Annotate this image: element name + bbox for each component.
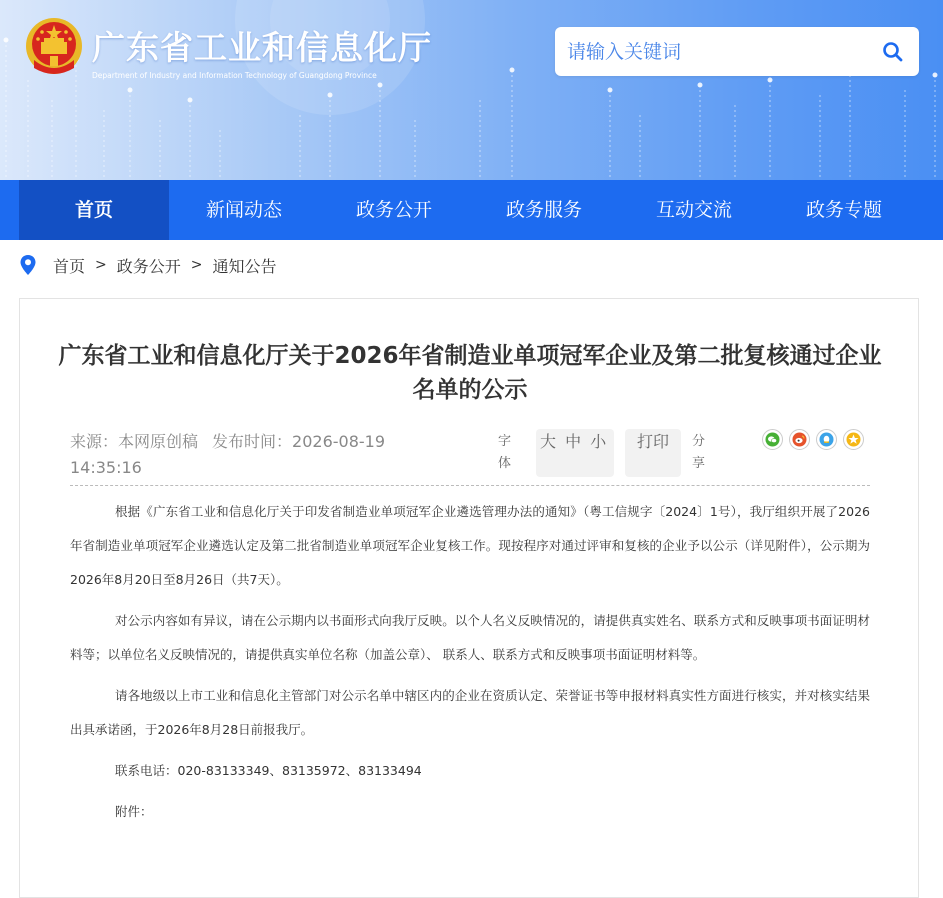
national-emblem-logo xyxy=(24,16,84,78)
font-size-label: 字体 xyxy=(498,434,512,471)
publish-date-label: 发布时间： xyxy=(212,432,293,451)
site-subtitle: Department of Industry and Information Technology of Guangdong Province xyxy=(92,71,377,80)
nav-item-home[interactable]: 首页 xyxy=(19,180,169,240)
article-body xyxy=(70,495,870,836)
share-icons xyxy=(762,429,864,450)
site-header xyxy=(0,0,943,180)
article-divider xyxy=(70,485,870,486)
article-container xyxy=(19,298,919,898)
search-icon[interactable] xyxy=(881,40,905,64)
article-meta xyxy=(70,429,450,481)
breadcrumb-separator: > xyxy=(95,257,107,273)
share-label: 分享 xyxy=(692,434,706,471)
article-source: 来源：本网原创稿 xyxy=(70,432,199,451)
print-button[interactable]: 打印 xyxy=(625,429,681,477)
attachment-label: 附件： xyxy=(115,804,153,819)
article-paragraph: 对公示内容如有异议，请在公示期内以书面形式向我厅反映。以个人名义反映情况的，请提供真实姓名、联系方式和反映事项书面证明材料等；以单位名义反映情况的，请提供真实单位名称（加盖公章）、 联系人、联系方式和反映事项书面证明材料等。 xyxy=(70,613,870,662)
search-input[interactable] xyxy=(567,27,867,76)
nav-item-interaction[interactable]: 互动交流 xyxy=(655,199,732,221)
search-box xyxy=(555,27,919,76)
breadcrumb-home[interactable]: 首页 xyxy=(53,256,86,276)
nav-item-topics[interactable]: 政务专题 xyxy=(805,199,882,221)
font-size-small[interactable]: 小 xyxy=(590,432,607,451)
breadcrumb xyxy=(19,252,277,278)
qq-icon[interactable] xyxy=(816,429,837,450)
wechat-icon[interactable] xyxy=(762,429,783,450)
location-pin-icon xyxy=(19,254,37,276)
qzone-icon[interactable] xyxy=(843,429,864,450)
article-paragraph: 根据《广东省工业和信息化厅关于印发省制造业单项冠军企业遴选管理办法的通知》（粤工信规字〔2024〕1号），我厅组织开展了2026年省制造业单项冠军企业遴选认定及第二批省制造业单项冠军企业复核工作。现按程序对通过评审和复核的企业予以公示（详见附件），公示期为2026年8月20日至8月26日（共7天）。 xyxy=(70,504,870,587)
publish-date: 2026-08-19 14:35:16 xyxy=(70,432,386,477)
article-paragraph: 请各地级以上市工业和信息化主管部门对公示名单中辖区内的企业在资质认定、荣誉证书等申报材料真实性方面进行核实，并对核实结果出具承诺函，于2026年8月28日前报我厅。 xyxy=(70,688,870,737)
weibo-icon[interactable] xyxy=(789,429,810,450)
breadcrumb-government-affairs[interactable]: 政务公开 xyxy=(116,256,181,276)
nav-item-services[interactable]: 政务服务 xyxy=(505,199,582,221)
nav-item-government-affairs[interactable]: 政务公开 xyxy=(355,199,432,221)
article-title: 广东省工业和信息化厅关于2026年省制造业单项冠军企业及第二批复核通过企业名单的公示 xyxy=(58,343,882,403)
font-size-large[interactable]: 大 xyxy=(540,432,557,451)
font-size-selector xyxy=(536,429,614,477)
breadcrumb-notices[interactable]: 通知公告 xyxy=(212,256,277,276)
main-nav xyxy=(0,180,943,240)
nav-item-news[interactable]: 新闻动态 xyxy=(205,199,282,221)
site-title: 广东省工业和信息化厅 xyxy=(92,28,432,67)
breadcrumb-separator: > xyxy=(190,257,203,273)
font-size-medium[interactable]: 中 xyxy=(565,432,582,451)
contact-phone: 联系电话：020-83133349、83135972、83133494 xyxy=(115,763,422,778)
